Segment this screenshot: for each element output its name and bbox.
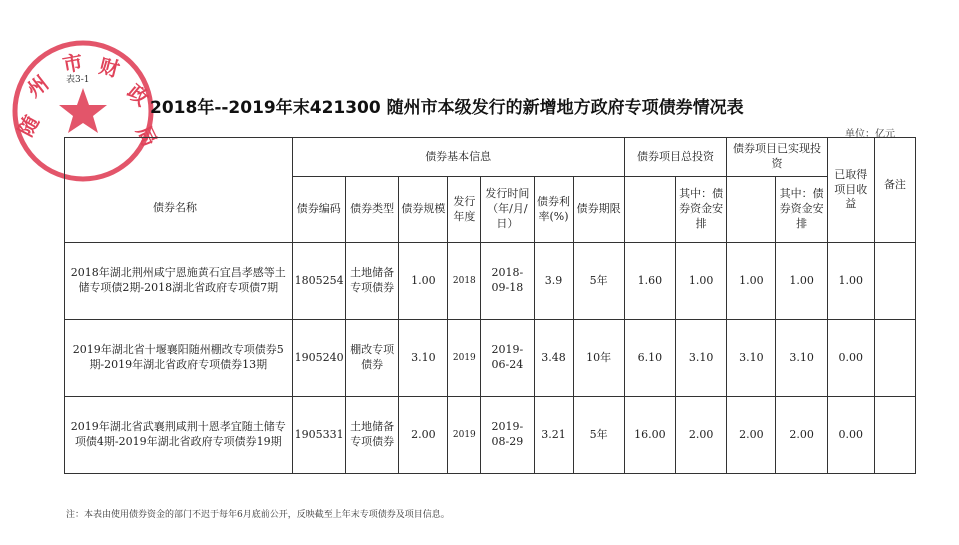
bond-scale: 3.10 [399,320,448,397]
realized-investment: 1.00 [727,243,776,320]
svg-text:随: 随 [13,111,44,141]
bond-name: 2018年湖北荆州咸宁恩施黄石宜昌孝感等土储专项债2期-2018湖北省政府专项债7期 [65,243,293,320]
bond-scale: 2.00 [399,397,448,474]
header-code: 债券编码 [292,177,345,243]
remark [874,397,915,474]
header-rate: 债券利率(%) [534,177,573,243]
header-remark: 备注 [874,138,915,243]
realized-bond-share: 1.00 [776,243,827,320]
bond-year: 2019 [448,320,481,397]
total-investment: 1.60 [624,243,675,320]
svg-text:市: 市 [60,49,85,77]
bond-code: 1805254 [292,243,345,320]
header-type: 债券类型 [345,177,398,243]
bond-date: 2019-08-29 [481,397,534,474]
bond-term: 10年 [573,320,624,397]
header-realized-investment: 债券项目已实现投资 [727,138,827,177]
project-revenue: 0.00 [827,397,874,474]
bond-name: 2019年湖北省武襄荆咸荆十恩孝宜随土储专项债4期-2019年湖北省政府专项债券19期 [65,397,293,474]
total-investment: 16.00 [624,397,675,474]
bond-code: 1905331 [292,397,345,474]
bond-name: 2019年湖北省十堰襄阳随州棚改专项债券5期-2019年湖北省政府专项债券13期 [65,320,293,397]
project-revenue: 1.00 [827,243,874,320]
header-realized-bond-share: 其中：债券资金安排 [776,177,827,243]
header-date: 发行时间（年/月/日） [481,177,534,243]
header-name: 债券名称 [153,201,197,214]
remark [874,320,915,397]
bond-term: 5年 [573,397,624,474]
bond-type: 棚改专项债券 [345,320,398,397]
bond-table [64,137,916,474]
bond-year: 2019 [448,397,481,474]
header-year: 发行年度 [448,177,481,243]
total-bond-share: 3.10 [676,320,727,397]
header-revenue: 已取得项目收益 [827,138,874,243]
realized-investment: 3.10 [727,320,776,397]
bond-type: 土地储备专项债券 [345,397,398,474]
header-row-top [65,138,916,177]
bond-code: 1905240 [292,320,345,397]
bond-scale: 1.00 [399,243,448,320]
page-title: 2018年--2019年末421300 随州市本级发行的新增地方政府专项债券情况表 [150,98,744,118]
svg-text:局: 局 [131,121,162,151]
bond-term: 5年 [573,243,624,320]
header-total-amount [624,177,675,243]
table-number: 表3-1 [66,75,90,85]
remark [874,243,915,320]
table-row [65,397,916,474]
header-realized-amount [727,177,776,243]
project-revenue: 0.00 [827,320,874,397]
table-row [65,320,916,397]
bond-rate: 3.48 [534,320,573,397]
total-investment: 6.10 [624,320,675,397]
header-basic-info: 债券基本信息 [292,138,624,177]
bond-rate: 3.21 [534,397,573,474]
header-term: 债券期限 [573,177,624,243]
svg-text:州: 州 [22,70,53,102]
unit-label: 单位：亿元 [845,129,895,140]
realized-bond-share: 2.00 [776,397,827,474]
total-bond-share: 2.00 [676,397,727,474]
svg-text:政: 政 [122,79,154,111]
footnote: 注：本表由使用债券资金的部门不迟于每年6月底前公开，反映截至上年末专项债券及项目信息。 [66,510,450,520]
bond-rate: 3.9 [534,243,573,320]
svg-text:财: 财 [96,53,123,82]
bond-date: 2018-09-18 [481,243,534,320]
realized-bond-share: 3.10 [776,320,827,397]
bond-date: 2019-06-24 [481,320,534,397]
bond-year: 2018 [448,243,481,320]
header-scale: 债券规模 [399,177,448,243]
table-row [65,243,916,320]
header-total-investment: 债券项目总投资 [624,138,727,177]
total-bond-share: 1.00 [676,243,727,320]
bond-type: 土地储备专项债券 [345,243,398,320]
header-total-bond-share: 其中：债券资金安排 [676,177,727,243]
realized-investment: 2.00 [727,397,776,474]
